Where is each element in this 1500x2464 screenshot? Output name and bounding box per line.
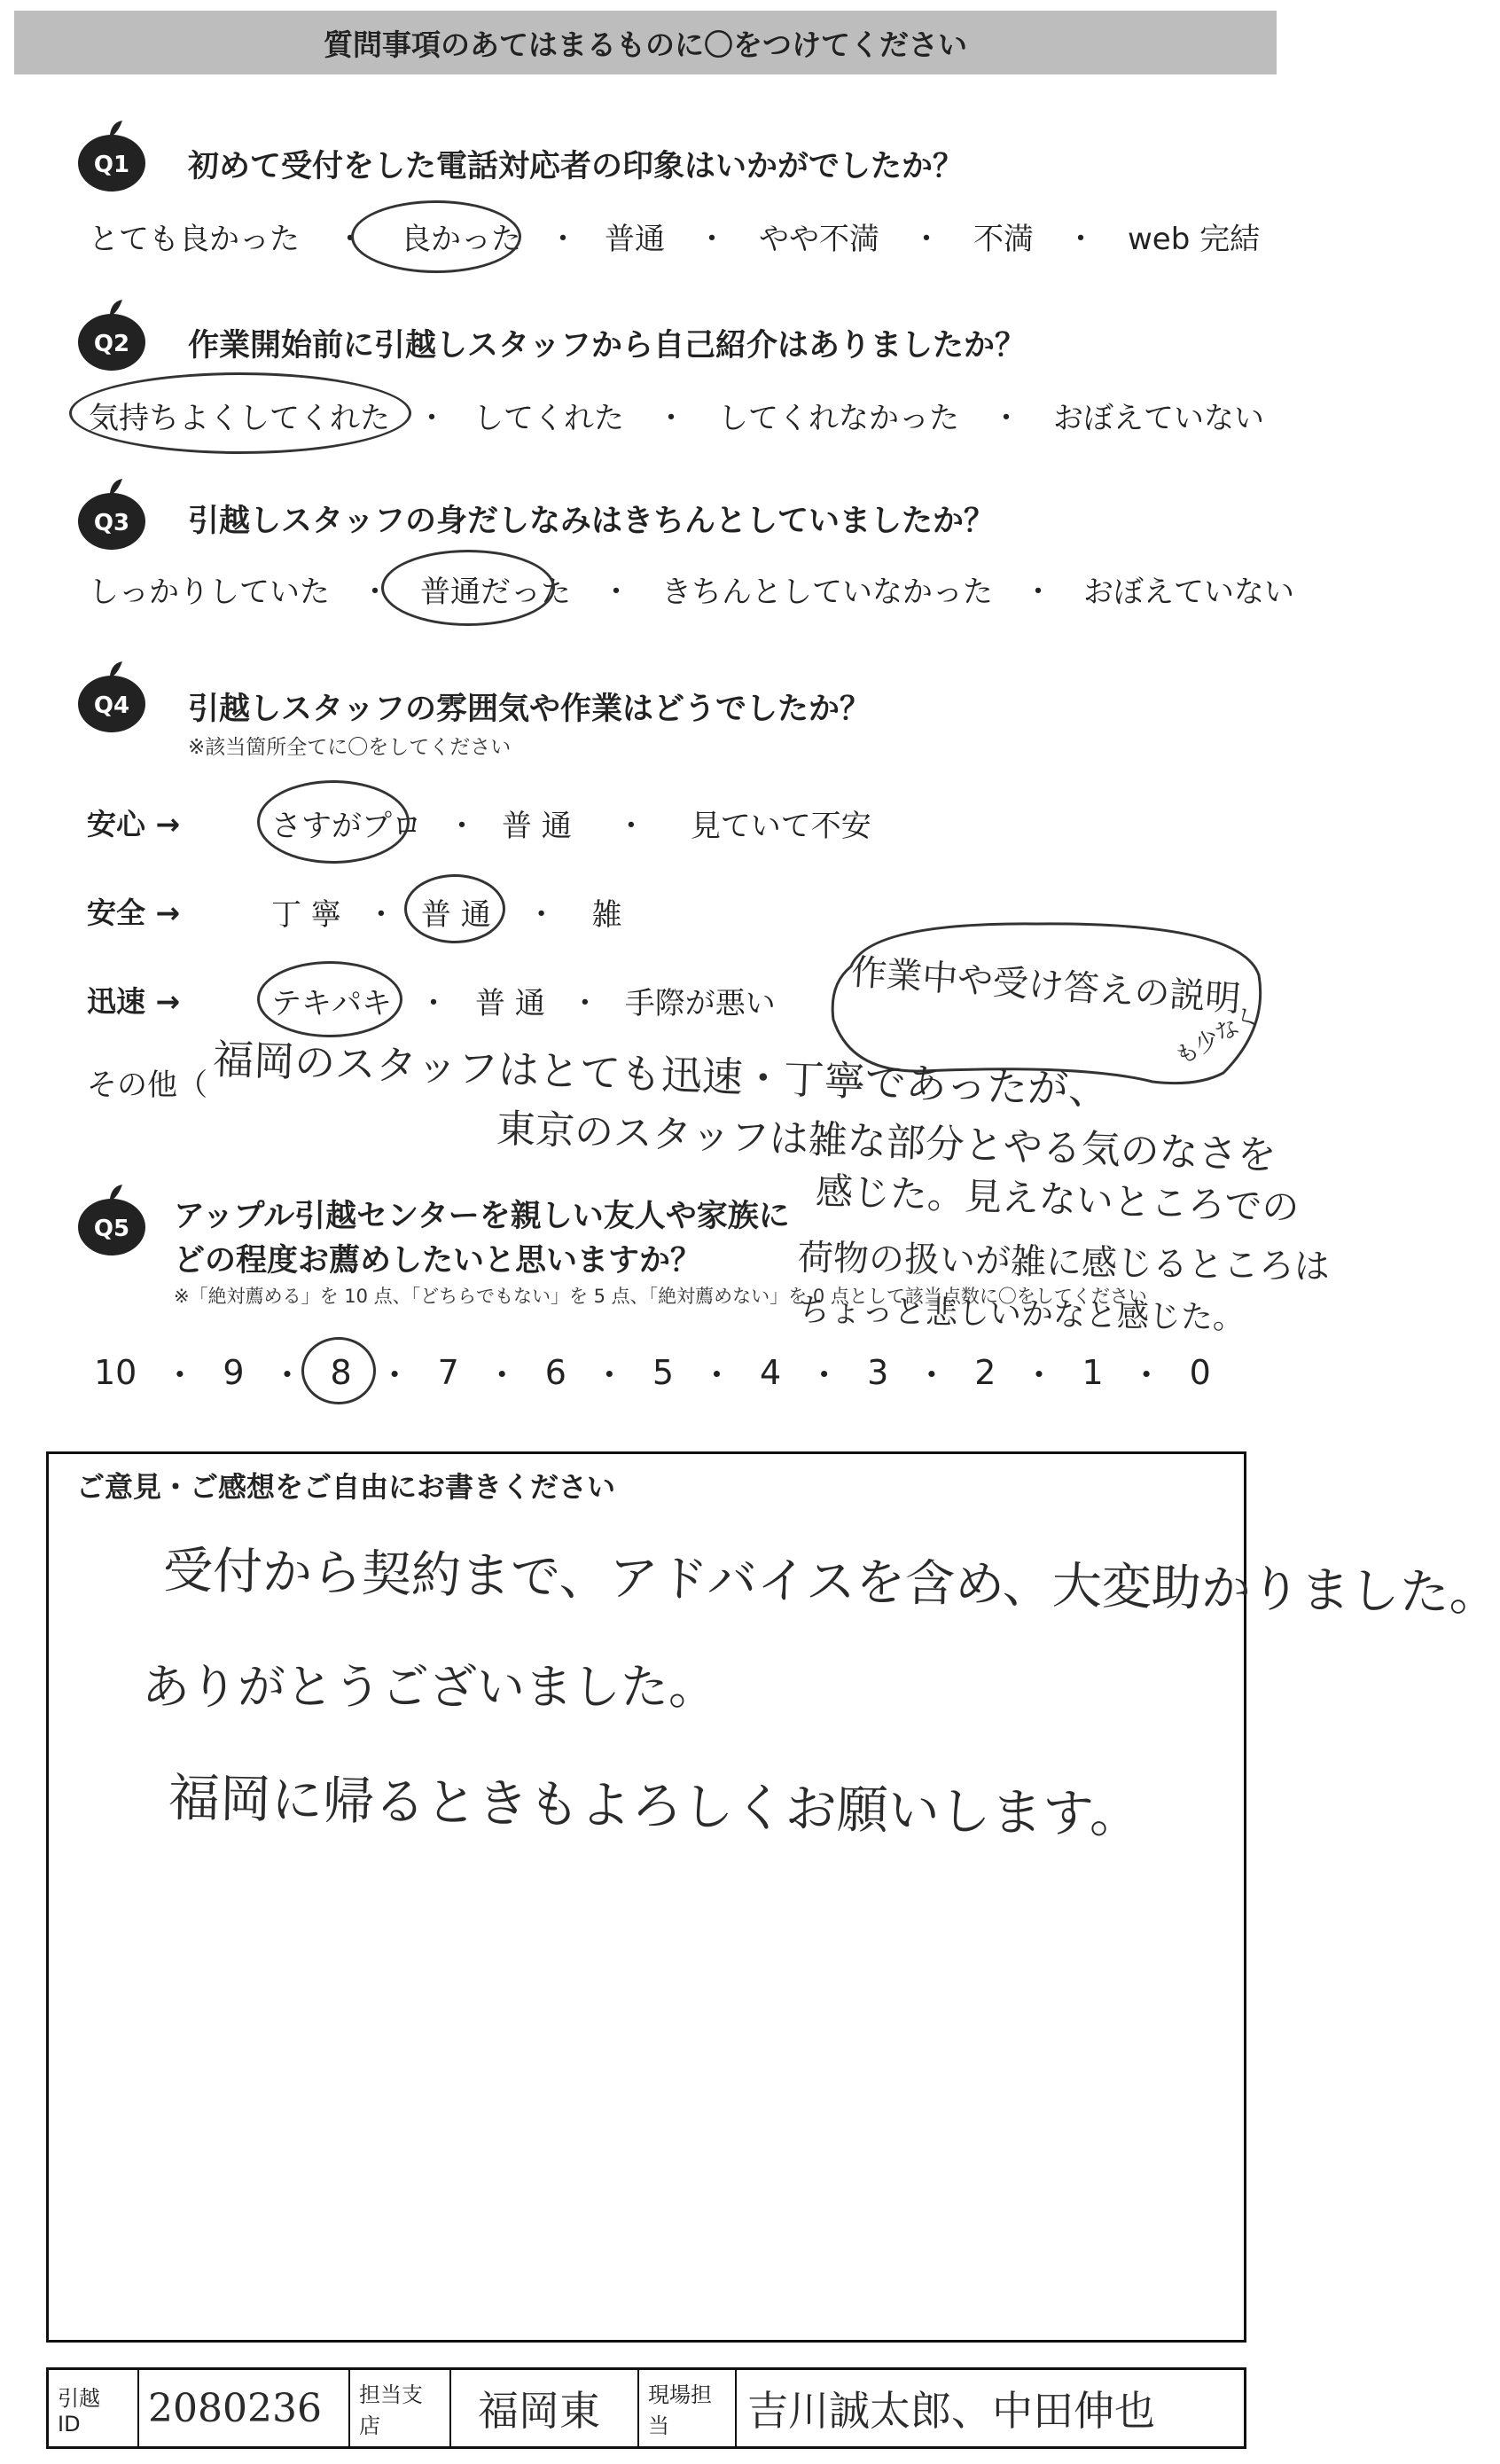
q5-note: ※「絶対薦める」を 10 点、「どちらでもない」を 5 点、「絶対薦めない」を 0 点として該当点数に〇をしてください: [174, 1286, 1147, 1307]
id-value-cell: [139, 2370, 350, 2446]
q4-anshin-option-1[interactable]: さすがプロ: [271, 809, 422, 844]
staff-value: 吉川誠太郎、中田伸也: [747, 2387, 1155, 2435]
staff-label: 現場担当: [648, 2382, 712, 2438]
q5-question-line1: アップル引越センターを親しい友人や家族に: [174, 1199, 790, 1234]
q3-option-4[interactable]: おぼえていない: [1083, 575, 1294, 610]
q4-anshin-option-2[interactable]: 普 通: [502, 809, 572, 844]
q4-anzen-option-2[interactable]: 普 通: [420, 897, 491, 933]
branch-value: 福岡東: [478, 2387, 600, 2435]
q1-option-6[interactable]: web 完結: [1128, 222, 1261, 257]
q4-anzen-selection-circle: [404, 874, 505, 943]
q4-row-jinsoku-options: テキパキ ・ 普 通 ・ 手際が悪い: [271, 979, 776, 1022]
q4-badge-icon: [71, 656, 152, 738]
comment-handwritten-2: ありがとうございました。: [142, 1659, 716, 1715]
q4-anzen-option-1[interactable]: 丁 寧: [271, 897, 341, 933]
bubble-text-1: 作業中や受け答えの説明: [849, 951, 1242, 1021]
q2-question: 作業開始前に引越しスタッフから自己紹介はありましたか？: [188, 328, 1027, 364]
q1-option-4[interactable]: やや不満: [759, 222, 879, 257]
q4-note: ※該当箇所全てに〇をしてください: [188, 736, 512, 759]
score-8[interactable]: 8: [330, 1352, 352, 1392]
q5-question-line2: どの程度お薦めしたいと思いますか？: [174, 1243, 702, 1279]
q2-option-1[interactable]: 気持ちよくしてくれた: [89, 401, 390, 436]
score-7[interactable]: 7: [437, 1352, 459, 1392]
q2-selection-circle: [69, 372, 411, 454]
q3-selection-circle: [381, 550, 555, 626]
q3-option-2[interactable]: 普通だった: [420, 575, 571, 610]
comment-handwritten-1: 受付から契約まで、アドバイスを含め、大変助かりました。: [162, 1541, 1500, 1623]
comment-title: ご意見・ご感想をご自由にお書きください: [76, 1470, 616, 1504]
q1-badge-label: Q1: [93, 152, 130, 178]
q1-option-3[interactable]: 普通: [605, 222, 665, 257]
q3-options: しっかりしていた ・ 普通だった ・ きちんとしていなかった ・ おぼえていない: [89, 567, 1294, 611]
score-1[interactable]: 1: [1082, 1352, 1104, 1392]
q2-option-3[interactable]: してくれなかった: [718, 401, 959, 436]
comment-handwritten-3: 福岡に帰るときもよろしくお願いします。: [168, 1767, 1142, 1845]
q3-question: 引越しスタッフの身だしなみはきちんとしていましたか？: [188, 504, 996, 539]
q4-jinsoku-option-2[interactable]: 普 通: [475, 986, 545, 1021]
q4-other-handwritten-3: 感じた。見えないところでの: [815, 1169, 1301, 1230]
q4-row-anzen-options: 丁 寧 ・ 普 通 ・ 雑: [271, 890, 622, 934]
q3-option-1[interactable]: しっかりしていた: [89, 575, 330, 610]
q1-option-2[interactable]: 良かった: [401, 222, 521, 257]
q1-option-5[interactable]: 不満: [973, 222, 1034, 257]
q4-jinsoku-option-1[interactable]: テキパキ: [271, 986, 392, 1021]
q4-other-handwritten-5: ちょっと悲しいかなと感じた。: [797, 1292, 1246, 1337]
header-title: 質問事項のあてはまるものに〇をつけてください: [324, 27, 967, 62]
q4-jinsoku-option-3[interactable]: 手際が悪い: [624, 986, 776, 1021]
q4-question: 引越しスタッフの雰囲気や作業はどうでしたか？: [188, 692, 871, 727]
q4-other-label: その他（: [87, 1068, 207, 1103]
branch-label: 担当支店: [359, 2382, 423, 2438]
q2-badge-icon: [71, 294, 152, 376]
survey-header: [14, 11, 1277, 74]
score-6[interactable]: 6: [544, 1352, 566, 1392]
bubble-text-2: も少なく: [1170, 1001, 1264, 1071]
score-9[interactable]: 9: [223, 1352, 245, 1392]
staff-value-cell: [737, 2370, 1244, 2446]
score-5[interactable]: 5: [652, 1352, 675, 1392]
q4-other-handwritten-4: 荷物の扱いが雑に感じるところは: [797, 1237, 1331, 1288]
q1-question: 初めて受付をした電話対応者の印象はいかがでしたか？: [188, 149, 965, 184]
branch-label-cell: [350, 2370, 451, 2446]
q5-badge-label: Q5: [93, 1216, 130, 1242]
q4-anshin-selection-circle: [257, 780, 410, 864]
id-value: 2080236: [148, 2385, 322, 2431]
q4-other-handwritten-1: 福岡のスタッフはとても迅速・丁寧であったが、: [212, 1035, 1111, 1115]
q4-row-anshin-label: 安心 →: [87, 807, 181, 841]
id-label-cell: [49, 2370, 139, 2446]
q1-selection-circle: [351, 200, 521, 273]
q4-anzen-option-3[interactable]: 雑: [591, 897, 622, 933]
q2-options: 気持ちよくしてくれた ・ してくれた ・ してくれなかった ・ おぼえていない: [89, 394, 1264, 437]
score-3[interactable]: 3: [867, 1352, 889, 1392]
q4-other-handwritten-2: 東京のスタッフは雑な部分とやる気のなさを: [496, 1106, 1277, 1179]
score-4[interactable]: 4: [760, 1352, 782, 1392]
q4-anshin-option-3[interactable]: 見ていて不安: [690, 809, 871, 844]
q4-badge-label: Q4: [93, 692, 130, 719]
q1-option-1[interactable]: とても良かった: [89, 222, 300, 257]
staff-label-cell: [639, 2370, 737, 2446]
branch-value-cell: [451, 2370, 639, 2446]
staff-info-table: [46, 2367, 1246, 2449]
q2-option-4[interactable]: おぼえていない: [1053, 401, 1264, 436]
q3-badge-icon: [71, 473, 152, 555]
q4-row-anzen-label: 安全 →: [87, 896, 181, 930]
q4-row-anshin-options: さすがプロ ・ 普 通 ・ 見ていて不安: [271, 802, 871, 845]
q5-badge-icon: [71, 1179, 152, 1261]
id-label: 引越 ID: [58, 2385, 100, 2437]
q2-option-2[interactable]: してくれた: [473, 401, 624, 436]
q2-badge-label: Q2: [93, 331, 130, 357]
q3-badge-label: Q3: [93, 510, 130, 536]
q4-row-jinsoku-label: 迅速 →: [87, 984, 181, 1019]
score-0[interactable]: 0: [1189, 1352, 1211, 1392]
score-2[interactable]: 2: [974, 1352, 996, 1392]
q1-badge-icon: [71, 115, 152, 197]
q1-options: とても良かった ・ 良かった ・ 普通 ・ やや不満 ・ 不満 ・ web 完結: [89, 215, 1260, 258]
q3-option-3[interactable]: きちんとしていなかった: [661, 575, 993, 610]
q4-jinsoku-selection-circle: [257, 961, 402, 1037]
score-10[interactable]: 10: [94, 1352, 137, 1392]
q5-selection-circle: [301, 1337, 376, 1404]
q5-score-scale: 10 ・ 9 ・ 8 ・ 7 ・ 6 ・ 5 ・ 4 ・ 3 ・ 2 ・ 1 ・ 0: [94, 1352, 1211, 1395]
